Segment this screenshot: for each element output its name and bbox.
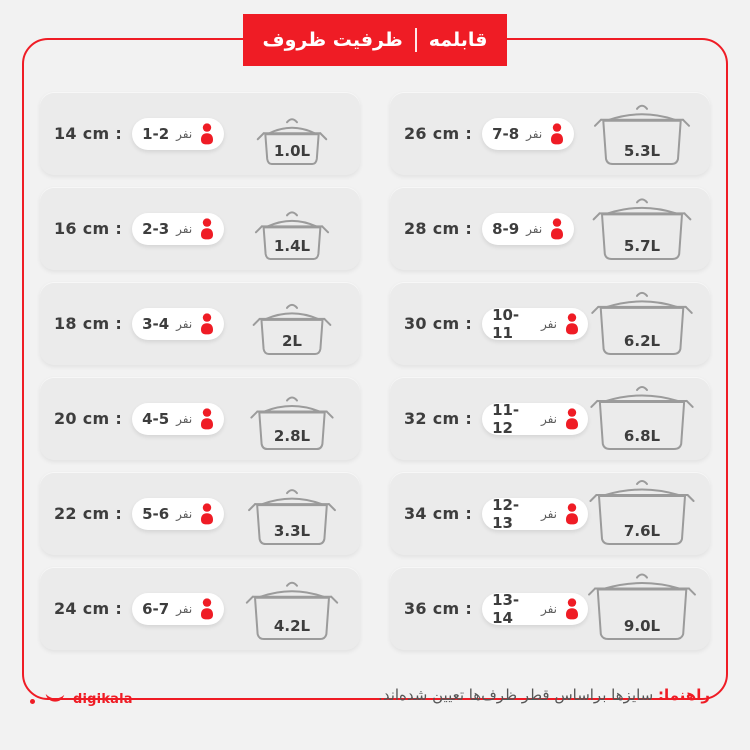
- person-icon: [199, 408, 215, 430]
- pot-volume-label: 7.6L: [623, 521, 661, 540]
- person-count-pill: [482, 400, 588, 437]
- pot-volume-label: 4.2L: [273, 616, 311, 635]
- person-icon: [199, 598, 215, 620]
- person-icon: [199, 313, 215, 335]
- person-count-pill: [132, 308, 224, 340]
- person-count-pill: [132, 403, 224, 435]
- person-count-value: 12-13: [492, 495, 520, 532]
- capacity-card: [390, 282, 710, 365]
- person-count-value: 7-8: [492, 124, 520, 143]
- person-count-pill: [482, 495, 588, 532]
- person-icon: [199, 123, 215, 145]
- capacity-card: [40, 187, 360, 270]
- pot-icon: [588, 288, 696, 360]
- person-count-value: 4-5: [142, 409, 170, 428]
- person-icon: [199, 503, 215, 525]
- person-icon: [564, 408, 580, 430]
- person-unit-label: نفر: [176, 126, 193, 141]
- person-unit-label: نفر: [540, 506, 557, 521]
- footer-note: [190, 686, 710, 704]
- pot-icon: [588, 193, 696, 265]
- person-count-value: 6-7: [142, 599, 170, 618]
- pot-volume-label: 3.3L: [273, 521, 311, 540]
- capacity-card: [390, 187, 710, 270]
- pot-diameter-label: 14 cm :: [54, 124, 123, 143]
- person-count-pill: [132, 213, 224, 245]
- capacity-grid: [40, 92, 710, 650]
- person-count-value: 2-3: [142, 219, 170, 238]
- person-unit-label: نفر: [526, 126, 543, 141]
- header-divider: [415, 28, 417, 52]
- pot-volume-label: 9.0L: [623, 616, 661, 635]
- person-count-pill: [132, 118, 224, 150]
- capacity-card: [390, 472, 710, 555]
- person-count-pill: [132, 498, 224, 530]
- pot-icon: [238, 383, 346, 455]
- pot-diameter-label: 20 cm :: [54, 409, 123, 428]
- person-count-value: 11-12: [492, 400, 520, 437]
- pot-icon: [588, 478, 696, 550]
- pot-volume-label: 5.7L: [623, 236, 661, 255]
- person-count-value: 8-9: [492, 219, 520, 238]
- capacity-card: [40, 92, 360, 175]
- person-count-value: 1-2: [142, 124, 170, 143]
- person-count-pill: [482, 590, 588, 627]
- capacity-card: [40, 377, 360, 460]
- pot-volume-label: 1.0L: [273, 141, 311, 160]
- capacity-card: [40, 472, 360, 555]
- person-count-pill: [482, 118, 574, 150]
- header-title-left: قابلمه: [428, 29, 488, 51]
- digikala-smile-icon: [44, 690, 66, 708]
- pot-volume-label: 2L: [282, 331, 302, 350]
- capacity-card: [40, 567, 360, 650]
- pot-icon: [588, 573, 696, 645]
- pot-diameter-label: 18 cm :: [54, 314, 123, 333]
- capacity-card: [390, 92, 710, 175]
- capacity-card: [390, 567, 710, 650]
- footer-note-text: سایزها براساس قطر ظرف‌ها تعیین شده‌اند.: [378, 686, 658, 704]
- person-icon: [564, 313, 580, 335]
- person-unit-label: نفر: [540, 601, 557, 616]
- pot-diameter-label: 32 cm :: [404, 409, 473, 428]
- person-unit-label: نفر: [176, 411, 193, 426]
- pot-diameter-label: 34 cm :: [404, 504, 473, 523]
- person-icon: [564, 503, 580, 525]
- pot-volume-label: 2.8L: [273, 426, 311, 445]
- pot-volume-label: 1.4L: [273, 236, 311, 255]
- pot-volume-label: 5.3L: [623, 141, 661, 160]
- pot-icon: [238, 573, 346, 645]
- pot-volume-label: 6.8L: [623, 426, 661, 445]
- person-unit-label: نفر: [176, 221, 193, 236]
- brand-name: digikala: [73, 691, 133, 707]
- footer-note-label: راهنما:: [658, 686, 710, 704]
- person-icon: [549, 123, 565, 145]
- pot-volume-label: 6.2L: [623, 331, 661, 350]
- brand-dot-icon: [30, 699, 35, 704]
- person-icon: [564, 598, 580, 620]
- person-icon: [549, 218, 565, 240]
- header-badge: [243, 14, 507, 66]
- capacity-card: [390, 377, 710, 460]
- pot-diameter-label: 26 cm :: [404, 124, 473, 143]
- pot-diameter-label: 16 cm :: [54, 219, 123, 238]
- pot-icon: [238, 98, 346, 170]
- header-title-right: ظرفیت ظروف: [262, 29, 403, 51]
- person-count-pill: [132, 593, 224, 625]
- person-count-value: 3-4: [142, 314, 170, 333]
- person-unit-label: نفر: [176, 316, 193, 331]
- pot-diameter-label: 36 cm :: [404, 599, 473, 618]
- brand-logo: [44, 690, 133, 708]
- person-unit-label: نفر: [526, 221, 543, 236]
- pot-icon: [238, 478, 346, 550]
- person-count-value: 13-14: [492, 590, 520, 627]
- person-unit-label: نفر: [540, 411, 557, 426]
- pot-diameter-label: 24 cm :: [54, 599, 123, 618]
- person-unit-label: نفر: [176, 506, 193, 521]
- pot-diameter-label: 28 cm :: [404, 219, 473, 238]
- person-count-value: 10-11: [492, 305, 520, 342]
- capacity-card: [40, 282, 360, 365]
- pot-icon: [238, 288, 346, 360]
- pot-icon: [238, 193, 346, 265]
- pot-diameter-label: 22 cm :: [54, 504, 123, 523]
- person-unit-label: نفر: [540, 316, 557, 331]
- person-count-value: 5-6: [142, 504, 170, 523]
- pot-icon: [588, 98, 696, 170]
- person-count-pill: [482, 305, 588, 342]
- pot-icon: [588, 383, 696, 455]
- person-count-pill: [482, 213, 574, 245]
- person-unit-label: نفر: [176, 601, 193, 616]
- person-icon: [199, 218, 215, 240]
- pot-diameter-label: 30 cm :: [404, 314, 473, 333]
